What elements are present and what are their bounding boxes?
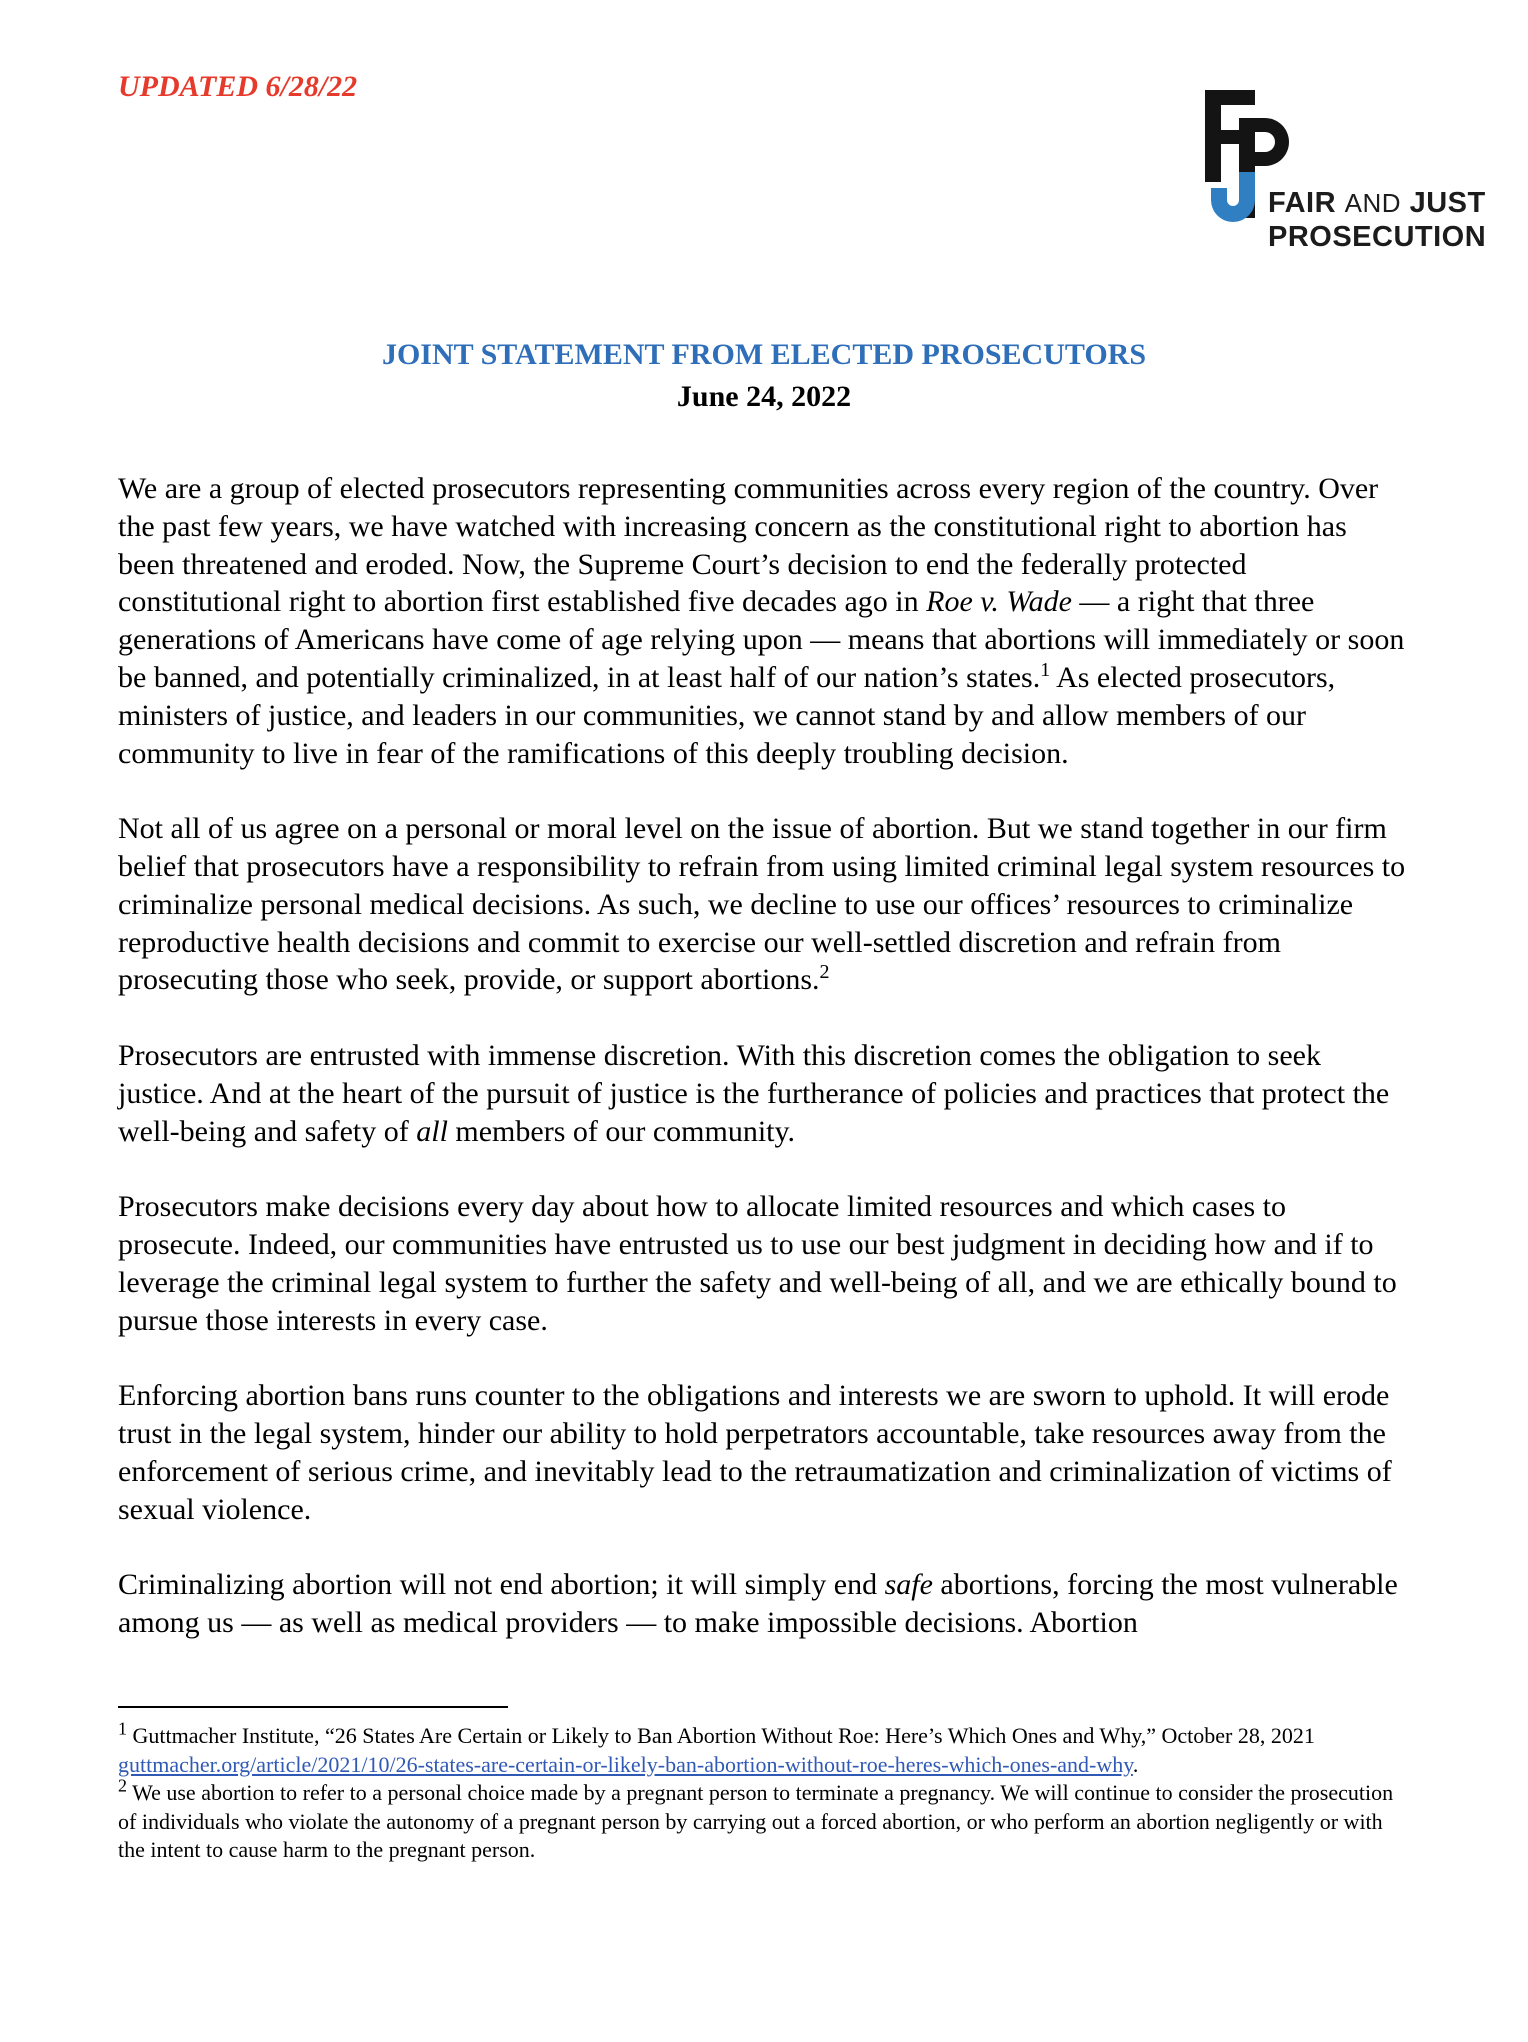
paragraph-1-text-a: We are a group of elected prosecutors representing communities across every region of the country. Over the past few years, we have watched with increasing concern as the constitutional right to abortion has been threatened and eroded. Now, the Supreme Court’s decision to end the federally protected constitutional right to abortion first established five decades ago in [118,472,1379,619]
paragraph-6-text-a: Criminalizing abortion will not end abortion; it will simply end [118,1568,885,1602]
footnote-1-number: 1 [118,1718,127,1739]
fjp-logo [1203,88,1487,258]
paragraph-3-text-b: members of our community. [447,1114,796,1148]
emphasis-all: all [416,1114,448,1148]
paragraph-6-text-b: abortions, forcing the most vulnerable among us — as well as medical providers — to make impossible decisions. Abortion [118,1568,1398,1639]
footnote-ref-1[interactable]: 1 [1040,658,1051,681]
paragraph-3 [118,1037,1408,1150]
footnote-1-text: Guttmacher Institute, “26 States Are Certain or Likely to Ban Abortion Without Roe: Here’s Which Ones and Why,” October 28, 2021 [127,1723,1315,1748]
paragraph-2 [118,810,1408,999]
updated-label: UPDATED 6/28/22 [118,70,358,103]
logo-word-fair: FAIR [1268,187,1337,219]
paragraph-5: Enforcing abortion bans runs counter to the obligations and interests we are sworn to uphold. It will erode trust in the legal system, hinder our ability to hold perpetrators accountable, take resources away from the enforcement of serious crime, and inevitably lead to the retraumatization and criminalization of victims of sexual violence. [118,1379,1392,1526]
document-title: JOINT STATEMENT FROM ELECTED PROSECUTORS [381,338,1147,371]
footnote-ref-2[interactable]: 2 [819,961,830,984]
case-name-roe-v-wade: Roe v. Wade [926,585,1072,619]
footnote-2 [118,1775,1408,1865]
logo-word-just: JUST [1409,187,1486,219]
paragraph-3-text-a: Prosecutors are entrusted with immense discretion. With this discretion comes the obligation to seek justice. And at the heart of the pursuit of justice is the furtherance of policies and practices that protect the well-being and safety of [118,1038,1390,1148]
footnote-separator [118,1706,508,1708]
footnote-2-number: 2 [118,1775,127,1796]
document-date: June 24, 2022 [676,380,852,413]
footnotes [118,1718,1408,1865]
footnote-1-link[interactable]: guttmacher.org/article/2021/10/26-states-are-certain-or-likely-ban-abortion-without-roe-heres-which-ones-and-why [118,1751,1133,1777]
footnote-1 [118,1718,1408,1779]
logo-wordmark [1268,186,1486,254]
logo-word-and: AND [1344,188,1402,218]
paragraph-4: Prosecutors make decisions every day about how to allocate limited resources and which cases to prosecute. Indeed, our communities have entrusted us to use our best judgment in deciding how and if to leverage the criminal legal system to further the safety and well-being of all, and we are ethically bound to pursue those interests in every case. [118,1190,1397,1337]
emphasis-safe: safe [884,1568,933,1602]
paragraph-2-text: Not all of us agree on a personal or moral level on the issue of abortion. But we stand together in our firm belief that prosecutors have a responsibility to refrain from using limited criminal legal system resources to criminalize personal medical decisions. As such, we decline to use our offices’ resources to criminalize reproductive health decisions and commit to exercise our well-settled discretion and refrain from prosecuting those who seek, provide, or support abortions. [118,812,1406,997]
paragraph-6 [118,1566,1408,1642]
footnote-1-end: . [1132,1751,1139,1777]
statement-body [118,470,1408,1680]
paragraph-1-text-c: As elected prosecutors, ministers of justice, and leaders in our communities, we cannot stand by and allow members of our community to live in fear of the ramifications of this deeply troubling decision. [118,660,1336,770]
paragraph-1-text-b: — a right that three generations of Americans have come of age relying upon — means that abortions will immediately or soon be banned, and potentially criminalized, in at least half of our nation’s states. [118,585,1405,694]
paragraph-1 [118,470,1408,772]
footnote-2-text: We use abortion to refer to a personal choice made by a pregnant person to terminate a pregnancy. We will continue to consider the prosecution of individuals who violate the autonomy of a pregnant person by carrying out a forced abortion, or who perform an abortion negligently or with the intent to cause harm to the pregnant person. [118,1780,1394,1862]
logo-word-prosecution: PROSECUTION [1268,221,1487,253]
